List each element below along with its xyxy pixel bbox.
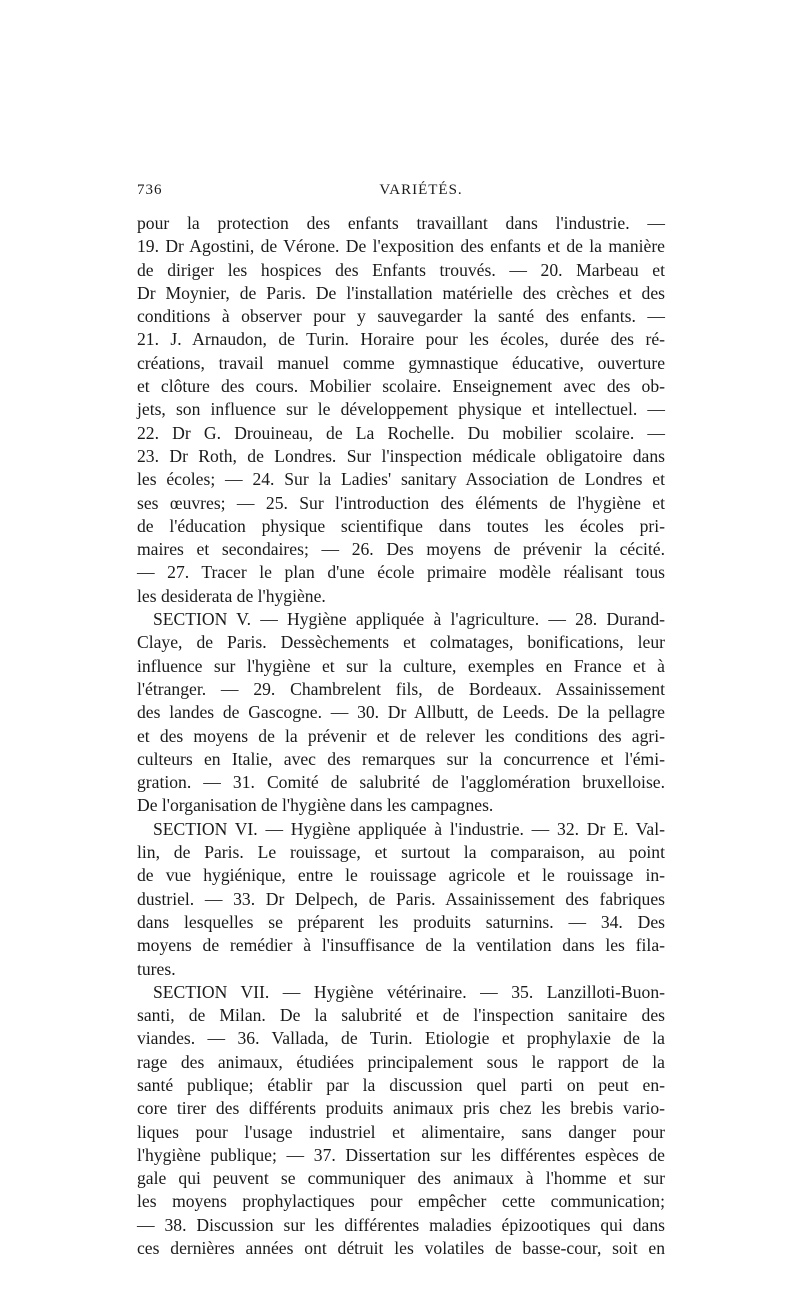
text-line: Claye, de Paris. Dessèchements et colmatages, bonifications, leur [137,632,665,653]
text-line: viandes. — 36. Vallada, de Turin. Etiologie et prophylaxie de la [137,1028,665,1049]
text-line: liques pour l'usage industriel et alimentaire, sans danger pour [137,1121,665,1142]
text-line: De l'organisation de l'hygiène dans les campagnes. [137,795,494,816]
text-line: — 38. Discussion sur les différentes maladies épizootiques qui dans [137,1214,665,1235]
book-page [137,170,665,1259]
text-line: ses œuvres; — 25. Sur l'introduction des éléments de l'hygiène et [137,492,665,513]
section-heading-line: SECTION VII. — Hygiène vétérinaire. — 35. Lanzilloti-Buon- [153,981,665,1002]
text-line: dustriel. — 33. Dr Delpech, de Paris. Assainissement des fabriques [137,888,665,909]
text-line: 22. Dr G. Drouineau, de La Rochelle. Du mobilier scolaire. — [137,422,665,443]
running-title: VARIÉTÉS. [379,182,463,198]
text-line: culteurs en Italie, avec des remarques sur la concurrence et l'émi- [137,748,665,769]
text-line: core tirer des différents produits animaux pris chez les brebis vario- [137,1098,665,1119]
page-number: 736 [137,182,163,198]
text-line: dans lesquelles se préparent les produits saturnins. — 34. Des [137,911,665,932]
text-line: santi, de Milan. De la salubrité et de l'inspection sanitaire des [137,1005,665,1026]
text-line: maires et secondaires; — 26. Des moyens de prévenir la cécité. [137,539,665,560]
text-line: influence sur l'hygiène et sur la culture, exemples en France et à [137,655,665,676]
text-line: Dr Moynier, de Paris. De l'installation matérielle des crèches et des [137,282,665,303]
section-heading-line: SECTION VI. — Hygiène appliquée à l'industrie. — 32. Dr E. Val- [153,818,665,839]
text-line: jets, son influence sur le développement physique et intellectuel. — [137,399,665,420]
text-line: les écoles; — 24. Sur la Ladies' sanitary Association de Londres et [137,469,665,490]
text-line: 19. Dr Agostini, de Vérone. De l'exposition des enfants et de la manière [137,236,665,257]
text-line: tures. [137,958,176,979]
text-line: de vue hygiénique, entre le rouissage agricole et le rouissage in- [137,865,665,886]
text-line: santé publique; établir par la discussion quel parti on peut en- [137,1074,665,1095]
text-line: moyens de remédier à l'insuffisance de la ventilation dans les fila- [137,935,665,956]
text-line: de l'éducation physique scientifique dans toutes les écoles pri- [137,515,665,536]
text-line: gration. — 31. Comité de salubrité de l'agglomération bruxelloise. [137,772,665,793]
body-text [137,212,665,1260]
text-line: pour la protection des enfants travaillant dans l'industrie. — [137,213,665,233]
text-line: et des moyens de la prévenir et de relever les conditions des agri- [137,725,665,746]
text-line: de diriger les hospices des Enfants trouvés. — 20. Marbeau et [137,259,665,280]
text-line: l'étranger. — 29. Chambrelent fils, de Bordeaux. Assainissement [137,678,665,699]
text-line: l'hygiène publique; — 37. Dissertation sur les différentes espèces de [137,1144,665,1165]
text-line: 23. Dr Roth, de Londres. Sur l'inspection médicale obligatoire dans [137,445,665,466]
running-head [137,170,665,200]
text-line: les desiderata de l'hygiène. [137,585,326,606]
text-line: créations, travail manuel comme gymnastique éducative, ouverture [137,352,665,373]
text-line: gale qui peuvent se communiquer des animaux à l'homme et sur [137,1168,665,1189]
text-line: les moyens prophylactiques pour empêcher cette communication; [137,1191,665,1212]
text-line: — 27. Tracer le plan d'une école primaire modèle réalisant tous [137,562,665,583]
text-line: conditions à observer pour y sauvegarder la santé des enfants. — [137,306,665,327]
section-heading-line: SECTION V. — Hygiène appliquée à l'agriculture. — 28. Durand- [153,609,665,630]
text-line: lin, de Paris. Le rouissage, et surtout la comparaison, au point [137,842,665,863]
text-line: 21. J. Arnaudon, de Turin. Horaire pour les écoles, durée des ré- [137,329,665,350]
text-line: des landes de Gascogne. — 30. Dr Allbutt, de Leeds. De la pellagre [137,702,665,723]
text-line: rage des animaux, étudiées principalement sous le rapport de la [137,1051,665,1072]
text-line: ces dernières années ont détruit les volatiles de basse-cour, soit en [137,1238,665,1259]
text-line: et clôture des cours. Mobilier scolaire. Enseignement avec des ob- [137,376,665,397]
